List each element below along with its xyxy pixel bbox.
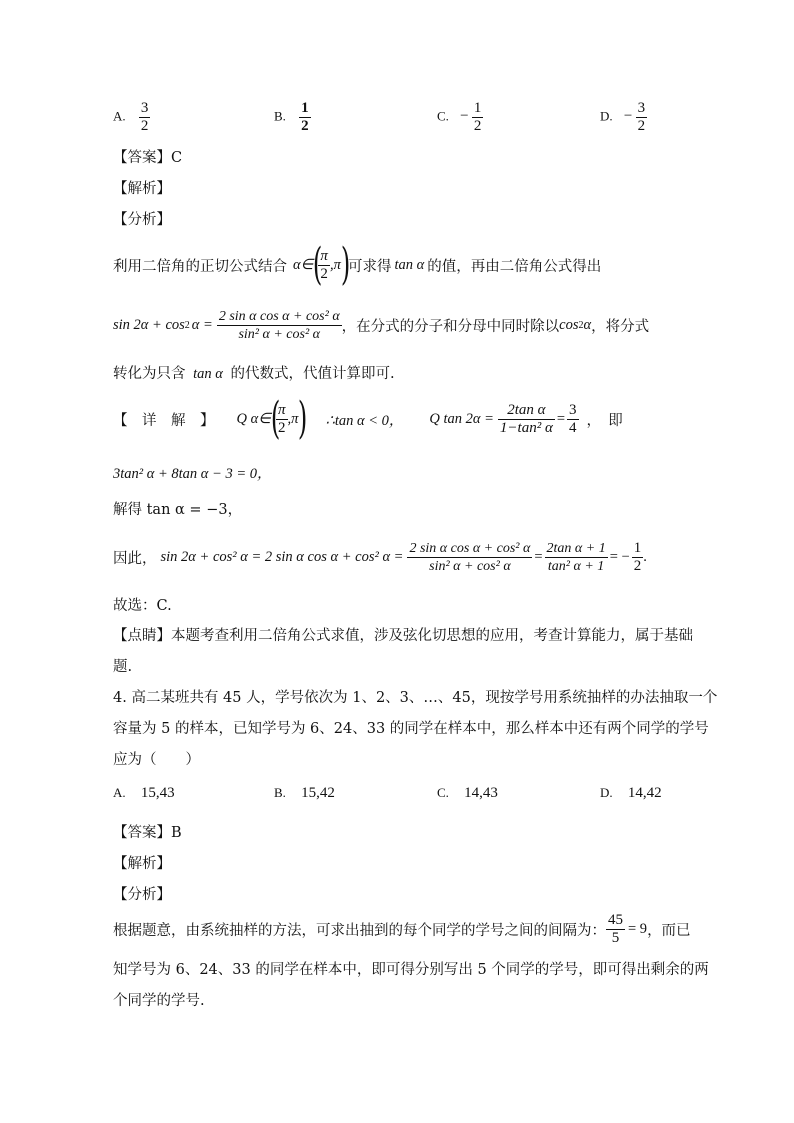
q4-analysis-line-1: 根据题意，由系统抽样的方法，可求出抽到的每个同学的学号之间的间隔为： $\frac{45}{5}$ = 9 ，而已	[113, 911, 691, 946]
option-b-letter: B.	[274, 108, 286, 124]
option-d: D. − $\frac{3}{2}$	[600, 100, 646, 134]
pi-over-two: $\frac{\pi}{2}$	[320, 247, 328, 282]
analysis-line-3: 转化为只含 tan α 的代数式，代值计算即可.	[113, 366, 395, 382]
answer-label: 【答案】C	[113, 150, 183, 166]
comment-line-2: 题.	[113, 659, 133, 675]
option-a-fraction: $\frac{3}{2}$	[140, 100, 149, 134]
option-b-fraction: $\frac{1}{2}$	[301, 100, 309, 134]
option-c-letter: C.	[437, 108, 449, 124]
option-b	[274, 100, 311, 135]
option-d-fraction: $\frac{3}{2}$	[637, 100, 646, 134]
q4-option-c: C. 14,43	[437, 785, 498, 801]
q4-analysis-line-2: 知学号为 6、24、33 的同学在样本中，即可得分别写出 5 个同学的学号，即可得出剩余的两	[113, 962, 709, 978]
detail-line-1: 【 详 解 】 Q α∈ ( $\frac{\pi}{2}$ ,π ) ∴tan α < 0， Q tan 2α = $\frac{\text{2tan α}}{\text{1−tan² α}}$ = $\frac{3}{4}$ ， 即	[113, 393, 623, 444]
option-c: C. − $\frac{1}{2}$	[437, 100, 482, 134]
q4-option-b: B. 15,42	[274, 785, 335, 801]
q4-stem-line-2: 容量为 5 的样本，已知学号为 6、24、33 的同学在样本中，那么样本中还有两个同学的学号	[113, 721, 709, 737]
analysis-subheader: 【分析】	[113, 212, 171, 228]
q4-answer: 【答案】B	[113, 825, 182, 841]
q4-stem-line-3: 应为（ ）	[113, 752, 200, 768]
detail-therefore-line: 因此， sin 2α + cos² α = 2 sin α cos α + cos² α = $\frac{\text{2 sin α cos α + cos² α}}{\text{sin² α + cos² α}}$ = $\frac{\text{2tan α + 1}}{\text{tan² α + 1}}$ = − $\frac{1}{2}$ .	[113, 539, 647, 574]
analysis-line-1: 利用二倍角的正切公式结合 α∈ ( $\frac{\pi}{2}$ ,π ) 可求得 tan α 的值，再由二倍角公式得出	[113, 239, 602, 290]
option-a-letter: A.	[113, 108, 126, 124]
q4-stem-line-1: 4. 高二某班共有 45 人，学号依次为 1、2、3、…、45，现按学号用系统抽样的办法抽取一个	[113, 690, 718, 706]
q4-analysis-subheader: 【分析】	[113, 887, 171, 903]
q4-option-a: A. 15,43	[113, 785, 175, 801]
tan2a-fraction: $\frac{\text{2tan α}}{\text{1−tan² α}}$	[499, 401, 553, 436]
q4-option-d: D. 14,42	[600, 785, 662, 801]
analysis-line-2: sin 2α + cos 2 α = $\frac{\text{2 sin α cos α + cos² α}}{\text{sin² α + cos² α}}$ ，在分式的分子和分母中同时除以 cos 2 α ，将分式	[113, 308, 650, 342]
option-d-letter: D.	[600, 108, 613, 124]
analysis-fraction: $\frac{\text{2 sin α cos α + cos² α}}{\text{sin² α + cos² α}}$	[218, 308, 340, 342]
option-a	[113, 100, 150, 135]
detail-solve: 解得 tan α = −3，	[113, 502, 243, 518]
option-c-fraction: $\frac{1}{2}$	[473, 100, 482, 134]
comment-line-1: 【点睛】本题考查利用二倍角公式求值，涉及弦化切思想的应用，考查计算能力，属于基础	[113, 628, 693, 644]
q4-analysis-header: 【解析】	[113, 856, 171, 872]
detail-choice: 故选：C.	[113, 598, 172, 614]
q4-analysis-line-3: 个同学的学号.	[113, 993, 205, 1009]
detail-equation: 3tan² α + 8tan α − 3 = 0，	[113, 466, 272, 482]
analysis-header: 【解析】	[113, 181, 171, 197]
